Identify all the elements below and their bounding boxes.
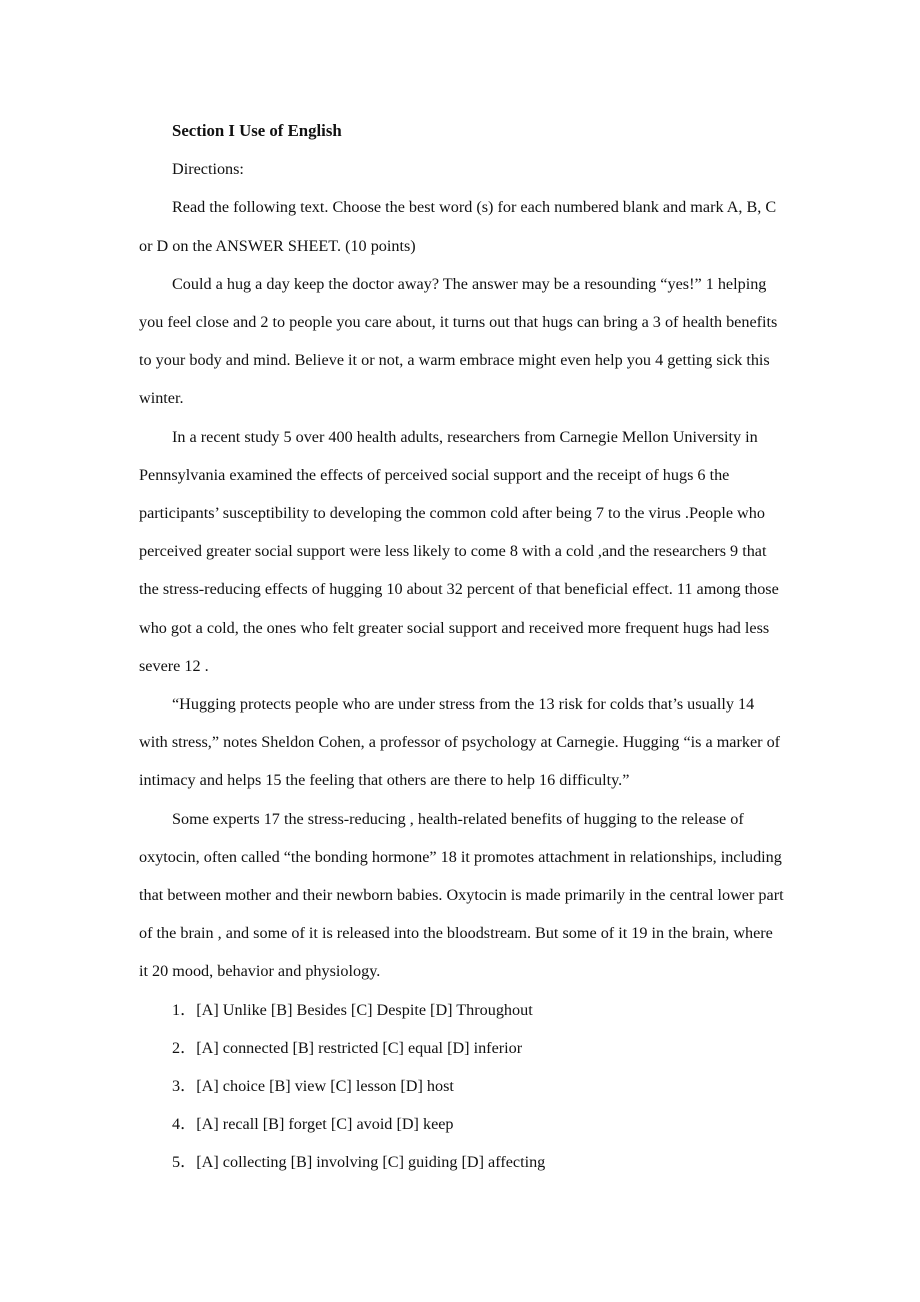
- option-row: [139, 1105, 785, 1143]
- option-number: 2．: [172, 1038, 197, 1057]
- option-choices: [A] choice [B] view [C] lesson [D] host: [196, 1077, 454, 1096]
- option-choices: [A] Unlike [B] Besides [C] Despite [D] Throughout: [196, 1000, 533, 1019]
- passage-paragraph-2: In a recent study 5 over 400 health adults, researchers from Carnegie Mellon University in Pennsylvania examined the effects of perceived social support and the receipt of hugs 6 the participants’ susceptibility to developing the common cold after being 7 to the virus .People who perceived greater social support were less likely to come 8 with a cold ,and the researchers 9 that the stress-reducing effects of hugging 10 about 32 percent of that beneficial effect. 11 among those who got a cold, the ones who felt greater social support and received more frequent hugs had less severe 12 .: [139, 427, 779, 675]
- directions-text: Read the following text. Choose the best word (s) for each numbered blank and mark A, B, C or D on the ANSWER SHEET. (10 points): [139, 198, 777, 255]
- option-choices: [A] connected [B] restricted [C] equal [D] inferior: [196, 1038, 523, 1057]
- option-number: 4．: [172, 1115, 197, 1134]
- option-number: 5．: [172, 1153, 197, 1172]
- section-title: Section I Use of English: [172, 121, 342, 140]
- option-row: [139, 1143, 785, 1181]
- option-number: 1．: [172, 1000, 197, 1019]
- passage-paragraph-1: Could a hug a day keep the doctor away? The answer may be a resounding “yes!” 1 helping you feel close and 2 to people you care about, it turns out that hugs can bring a 3 of health benefits to your body and mind. Believe it or not, a warm embrace might even help you 4 getting sick this winter.: [139, 274, 778, 408]
- option-row: [139, 991, 785, 1029]
- passage-paragraph-3: “Hugging protects people who are under stress from the 13 risk for colds that’s usually 14 with stress,” notes Sheldon Cohen, a professor of psychology at Carnegie. Hugging “is a marker of intimacy and helps 15 the feeling that others are there to help 16 difficulty.”: [139, 695, 781, 790]
- passage-paragraph-4: Some experts 17 the stress-reducing , health-related benefits of hugging to the release of oxytocin, often called “the bonding hormone” 18 it promotes attachment in relationships, including that between mother and their newborn babies. Oxytocin is made primarily in the central lower part of the brain , and some of it is released into the bloodstream. But some of it 19 in the brain, where it 20 mood, behavior and physiology.: [139, 809, 784, 981]
- option-choices: [A] collecting [B] involving [C] guiding [D] affecting: [196, 1153, 546, 1172]
- option-choices: [A] recall [B] forget [C] avoid [D] keep: [196, 1115, 454, 1134]
- directions-label: Directions:: [172, 160, 244, 179]
- document-body: [139, 112, 785, 1182]
- option-row: [139, 1029, 785, 1067]
- option-row: [139, 1067, 785, 1105]
- answer-options: [139, 991, 785, 1182]
- option-number: 3．: [172, 1077, 197, 1096]
